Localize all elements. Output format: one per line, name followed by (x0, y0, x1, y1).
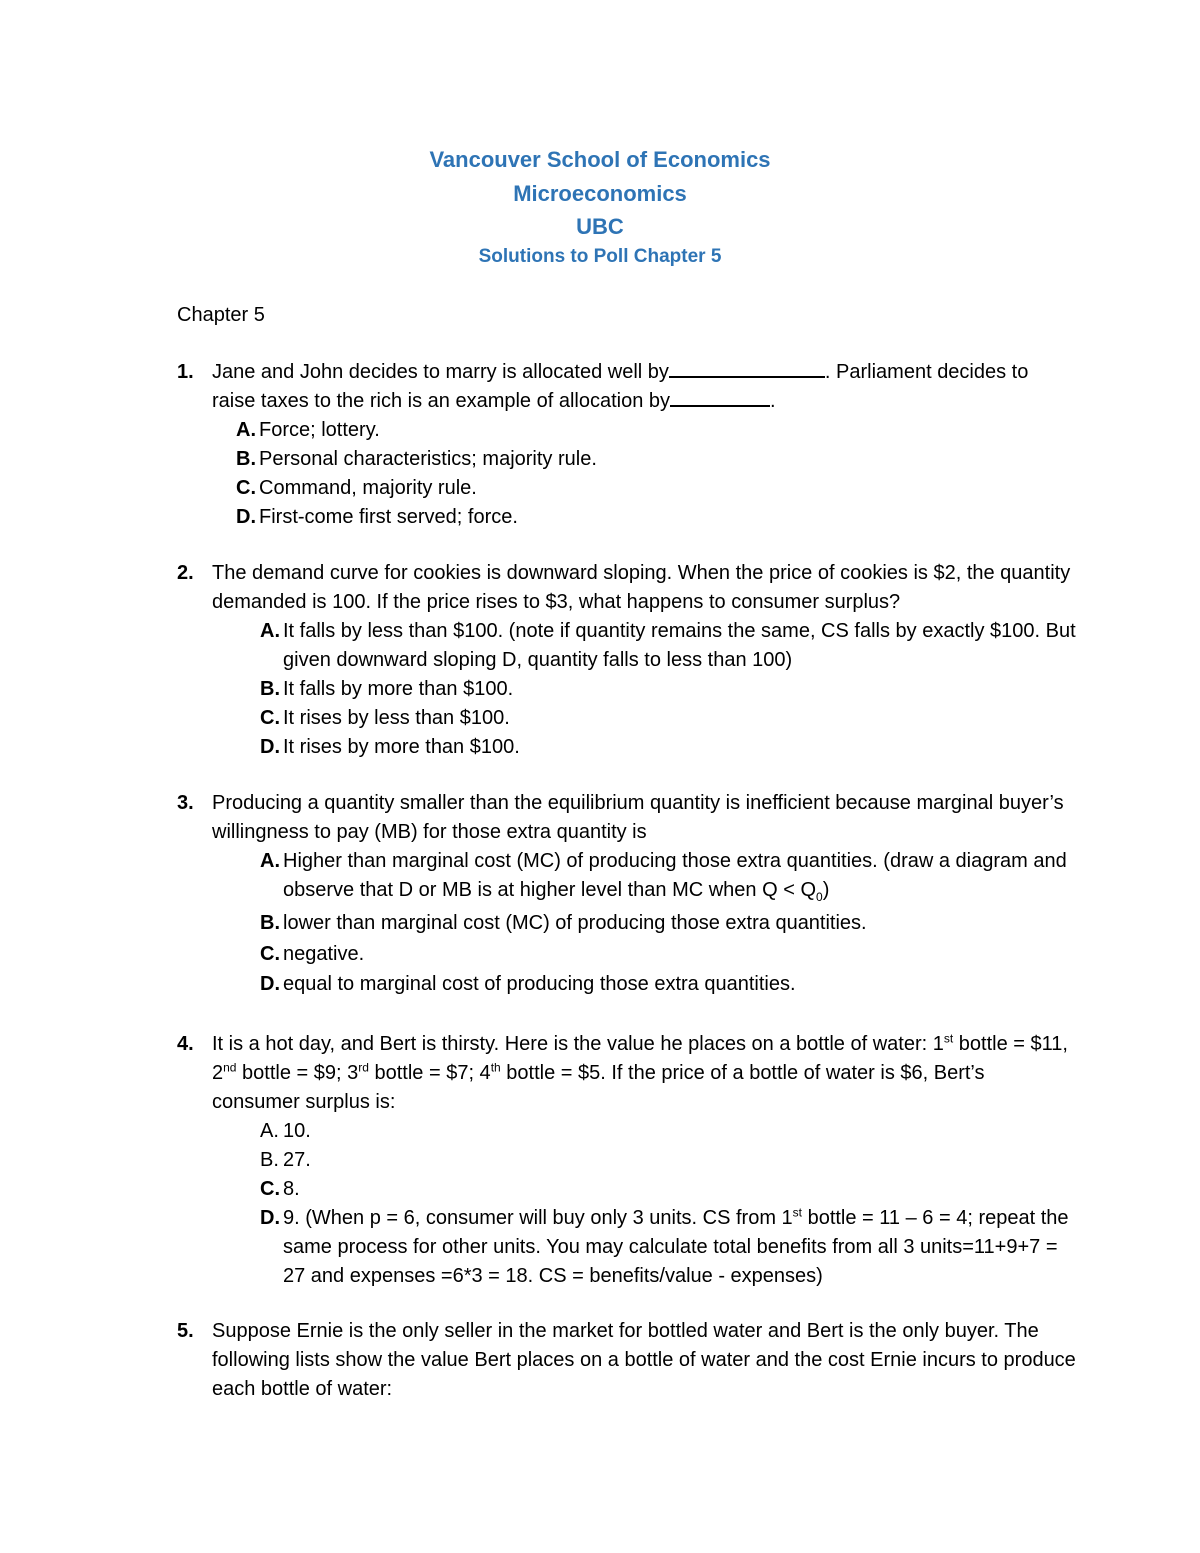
question-number: 2. (177, 562, 194, 584)
option-d (212, 733, 1077, 762)
option-letter: C. (260, 1178, 280, 1200)
stem-text: It is a hot day, and Bert is thirsty. Here is the value he places on a bottle of water: 1 (212, 1033, 944, 1055)
option-letter: D. (260, 736, 280, 758)
option-text: It falls by less than $100. (note if quantity remains the same, CS falls by exactly $100. But given downward sloping D, quantity falls to less than 100) (283, 620, 1076, 671)
question-1 (177, 358, 1077, 532)
option-text: equal to marginal cost of producing those extra quantities. (283, 973, 796, 995)
option-text: Higher than marginal cost (MC) of producing those extra quantities. (draw a diagram and observe that D or MB is at higher level than MC when Q < Q (283, 850, 1067, 901)
option-text: 10. (283, 1120, 311, 1142)
option-letter: A. (260, 620, 280, 642)
stem-text: Jane and John decides to marry is allocated well by (212, 361, 669, 383)
stem-text: . Parliament decides to raise taxes to the rich is an example of allocation by (212, 361, 1029, 412)
option-letter: D. (260, 973, 280, 995)
stem-text: bottle = $11, 2 (212, 1033, 1068, 1084)
option-b (212, 675, 1077, 704)
question-4 (177, 1030, 1077, 1291)
option-letter: B. (236, 448, 256, 470)
option-b (212, 1146, 1077, 1175)
option-text: lower than marginal cost (MC) of producing those extra quantities. (283, 912, 867, 934)
option-d (212, 1204, 1077, 1291)
option-letter: C. (260, 943, 280, 965)
option-text: 27. (283, 1149, 311, 1171)
question-stem (212, 358, 1077, 416)
subscript: 0 (816, 890, 823, 904)
university-title: UBC (576, 214, 624, 239)
question-number: 4. (177, 1033, 194, 1055)
option-text: Force; lottery. (259, 419, 380, 441)
answer-blank (669, 358, 825, 378)
course-title: Microeconomics (513, 181, 687, 206)
option-c (212, 940, 1077, 969)
option-b (188, 445, 1077, 474)
question-number: 3. (177, 792, 194, 814)
option-text: bottle = 11 – 6 = 4; repeat the same process for other units. You may calculate total benefits from all 3 units=11+9+7 = 27 and expenses =6*3 = 18. CS = benefits/value - expenses) (283, 1207, 1069, 1287)
question-2 (177, 559, 1077, 762)
question-stem (212, 1030, 1077, 1117)
option-b (212, 909, 1077, 938)
superscript: rd (358, 1060, 369, 1075)
option-letter: C. (236, 477, 256, 499)
option-a (188, 416, 1077, 445)
superscript: st (792, 1205, 803, 1220)
school-title: Vancouver School of Economics (429, 147, 771, 172)
question-stem: Suppose Ernie is the only seller in the market for bottled water and Bert is the only buyer. The following lists show the value Bert places on a bottle of water and the cost Ernie incurs to produce each bottle of water: (212, 1320, 1076, 1400)
question-3 (177, 789, 1077, 999)
option-text: It rises by more than $100. (283, 736, 520, 758)
option-a (212, 1117, 1077, 1146)
stem-text: bottle = $5. If the price of a bottle of water is $6, Bert’s consumer surplus is: (212, 1062, 985, 1113)
option-letter: D. (260, 1207, 280, 1229)
chapter-label: Chapter 5 (177, 304, 265, 326)
option-text: Command, majority rule. (259, 477, 477, 499)
option-letter: B. (260, 912, 280, 934)
superscript: st (943, 1031, 954, 1046)
option-text: It rises by less than $100. (283, 707, 510, 729)
stem-text: bottle = $7; 4 (368, 1062, 491, 1084)
option-letter: A. (236, 419, 256, 441)
option-d (212, 970, 1077, 999)
answer-blank (670, 387, 770, 407)
question-5 (177, 1317, 1077, 1404)
option-c (212, 704, 1077, 733)
stem-text: . (770, 390, 776, 412)
superscript: th (490, 1060, 501, 1075)
option-text-tail: ) (822, 879, 830, 901)
option-letter: B. (260, 1149, 279, 1171)
option-letter: A. (260, 1120, 279, 1142)
option-d (188, 503, 1077, 532)
option-text: It falls by more than $100. (283, 678, 514, 700)
option-text: 8. (283, 1178, 300, 1200)
option-a (212, 617, 1077, 675)
option-letter: A. (260, 850, 280, 872)
option-letter: B. (260, 678, 280, 700)
document-subtitle: Solutions to Poll Chapter 5 (478, 246, 722, 267)
option-c (188, 474, 1077, 503)
option-c (212, 1175, 1077, 1204)
option-a (212, 847, 1077, 905)
option-text: Personal characteristics; majority rule. (259, 448, 597, 470)
option-letter: C. (260, 707, 280, 729)
option-text: First-come first served; force. (259, 506, 518, 528)
question-number: 5. (177, 1320, 194, 1342)
question-stem: The demand curve for cookies is downward sloping. When the price of cookies is $2, the quantity demanded is 100. If the price rises to $3, what happens to consumer surplus? (212, 562, 1071, 613)
option-text: 9. (When p = 6, consumer will buy only 3 units. CS from 1 (283, 1207, 793, 1229)
stem-text: bottle = $9; 3 (236, 1062, 359, 1084)
question-number: 1. (177, 361, 194, 383)
option-text: negative. (283, 943, 365, 965)
option-letter: D. (236, 506, 256, 528)
question-stem: Producing a quantity smaller than the equilibrium quantity is inefficient because marginal buyer’s willingness to pay (MB) for those extra quantity is (212, 792, 1064, 843)
superscript: nd (223, 1060, 237, 1075)
